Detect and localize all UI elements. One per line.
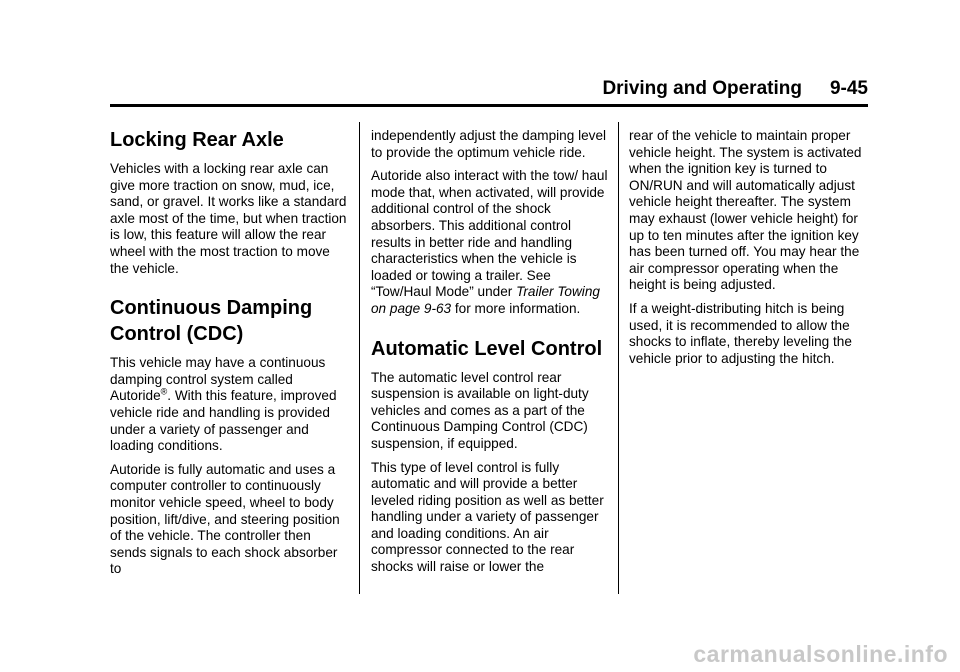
page-number: 9-45 — [829, 78, 868, 99]
tow-haul-text-2: for more information. — [451, 300, 581, 316]
paragraph-hitch: If a weight-distributing hitch is being used, it is recommended to allow the shocks to inflate, thereby leveling the vehicle prior to adjusting the hitch. — [629, 300, 852, 366]
cdc-intro-text-2: . With this feature, improved vehicle ride and handling is provided under a variety of passenger and loading conditions. — [110, 388, 337, 454]
watermark: carmanualsonline.info — [693, 641, 948, 667]
heading-cdc: Continuous Damping Control (CDC) — [110, 297, 313, 346]
paragraph-alc-intro: The automatic level control rear suspension is available on light-duty vehicles and comes as a part of the Continuous Damping Control (CDC) suspension, if equipped. — [371, 369, 589, 451]
column-divider-1 — [359, 122, 360, 594]
heading-locking-rear-axle: Locking Rear Axle — [110, 129, 284, 151]
column-1 — [110, 127, 348, 585]
column-divider-2 — [618, 122, 619, 594]
column-2 — [371, 100, 609, 583]
section-title: Driving and Operating — [602, 78, 802, 99]
paragraph-tow-haul — [371, 168, 609, 317]
tow-haul-text: Autoride also interact with the tow/ haul mode that, when activated, will provide additional control of the shock absorbers. This additional control results in better ride and handling characteristics when the vehicle is loaded or towing a trailer. See “Tow/Haul Mode” under — [371, 168, 608, 300]
paragraph-alc-details: This type of level control is fully automatic and will provide a better leveled riding position as well as better handling under a variety of passenger and loading conditions. An air compressor connected to the rear shocks will raise or lower the — [371, 459, 604, 575]
column-3 — [629, 100, 867, 374]
trailer-towing-link[interactable]: Trailer Towing on page 9-63 — [371, 284, 600, 316]
paragraph-continued-1: independently adjust the damping level to provide the optimum vehicle ride. — [371, 128, 607, 160]
registered-mark: ® — [160, 386, 168, 397]
paragraph-locking-rear-axle: Vehicles with a locking rear axle can give more traction on snow, mud, ice, sand, or gravel. It works like a standard axle most of the time, but when traction is low, this feature will allow the rear wheel with the most traction to move the vehicle. — [110, 161, 347, 276]
paragraph-continued-2: rear of the vehicle to maintain proper vehicle height. The system is activated when the ignition key is turned to ON/RUN and will automatically adjust vehicle height thereafter. The system may exhaust (lower vehicle height) for up to ten minutes after the ignition key has been turned off. You may hear the air compressor operating when the height is being adjusted. — [629, 128, 862, 293]
paragraph-cdc-intro — [110, 355, 348, 455]
cdc-intro-text: This vehicle may have a continuous damping control system called Autoride — [110, 355, 326, 404]
heading-automatic-level-control: Automatic Level Control — [371, 337, 603, 360]
page-header — [110, 78, 868, 100]
paragraph-autoride: Autoride is fully automatic and uses a computer controller to continuously monitor vehicle speed, wheel to body position, lift/dive, and steering position of the vehicle. The controller then sends signals to each shock absorber to — [110, 461, 340, 577]
